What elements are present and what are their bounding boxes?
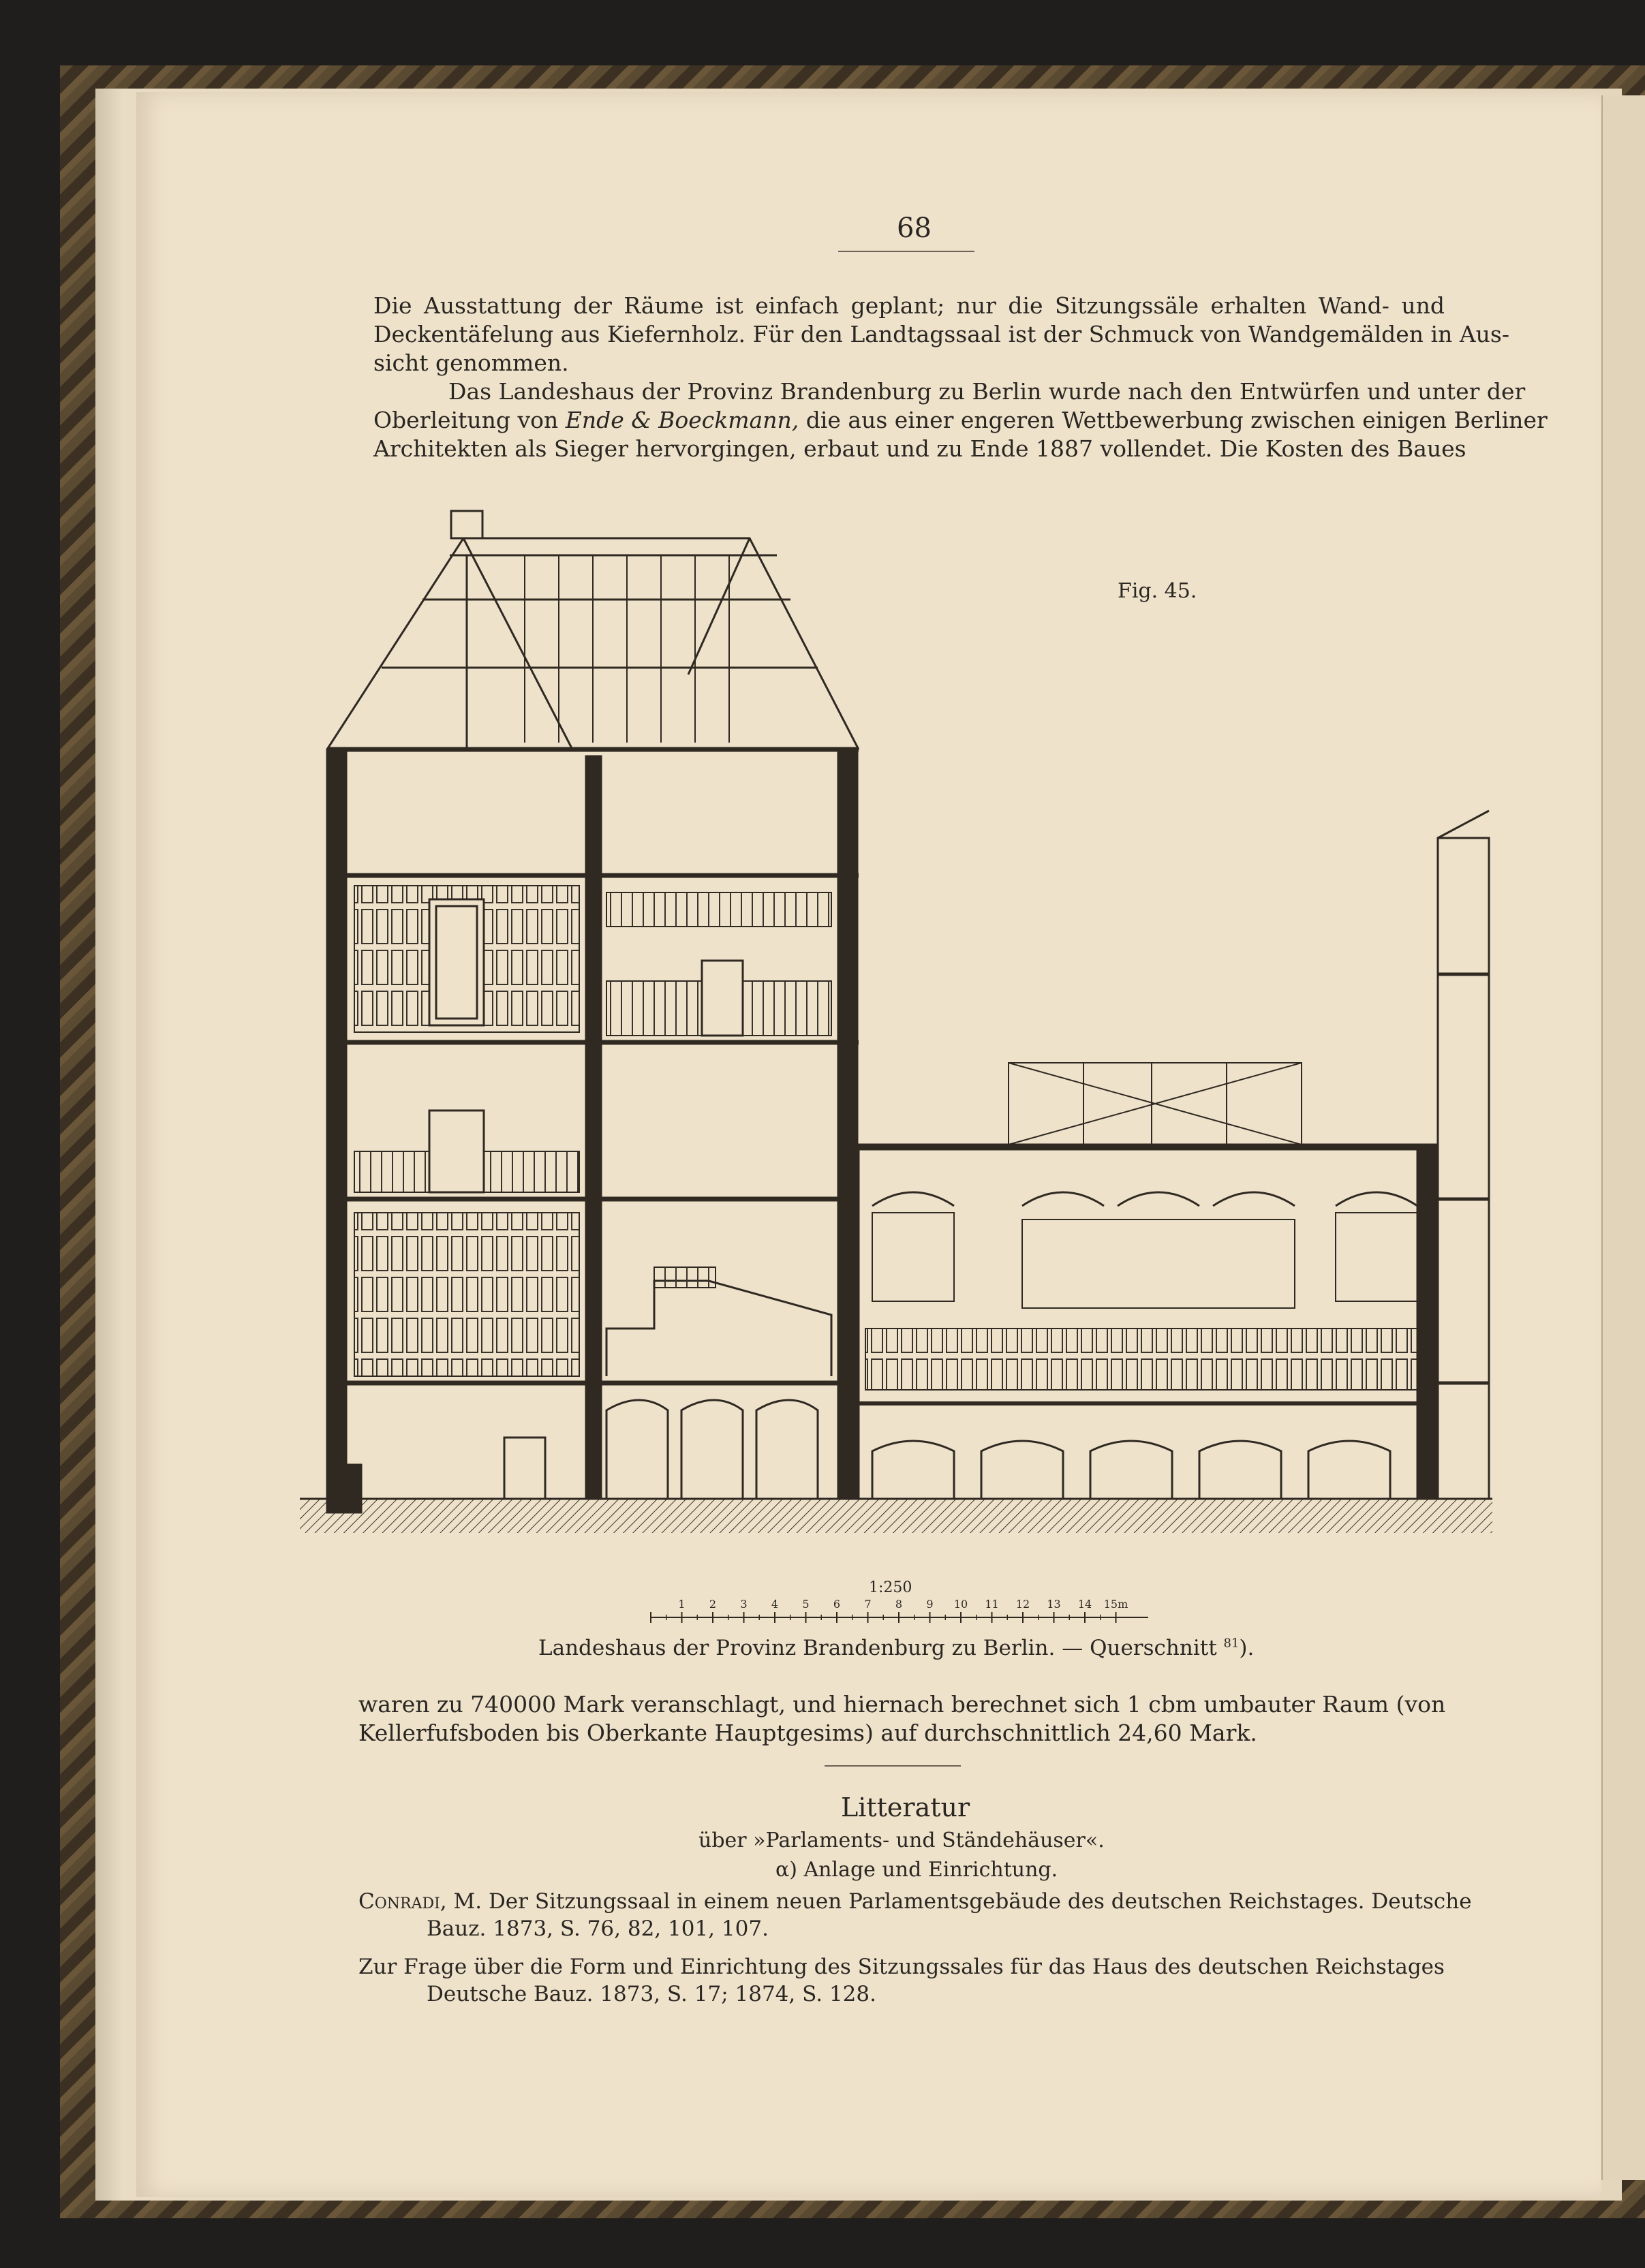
scale-tick-label: 10 (953, 1598, 968, 1611)
text-line: Das Landeshaus der Provinz Brandenburg zu Berlin wurde nach den Entwürfen und unter der (448, 378, 1526, 405)
scale-tick-label: 8 (895, 1598, 903, 1611)
page-number: 68 (897, 213, 932, 244)
text-line: Deckentäfelung aus Kiefernholz. Für den Landtagssaal ist der Schmuck von Wandgemälden in Aus- (373, 321, 1510, 347)
caption-text: Landeshaus der Provinz Brandenburg zu Berlin. — Querschnitt (538, 1636, 1224, 1660)
paragraph-kosten (358, 1690, 1446, 1747)
scale-tick-label: 3 (740, 1598, 748, 1611)
scale-bar (647, 1587, 1152, 1628)
text-line: waren zu 740000 Mark veranschlagt, und hiernach berechnet sich 1 cbm umbauter Raum (von (358, 1691, 1446, 1718)
text-line: sicht genommen. (373, 349, 569, 376)
literature-section-heading: α) Anlage und Einrichtung. (775, 1858, 1058, 1882)
scale-tick-label: 4 (771, 1598, 779, 1611)
reference-line (358, 1888, 1472, 1915)
figure-caption (538, 1636, 1254, 1660)
scale-tick-label: 7 (864, 1598, 872, 1611)
architects-name: Ende & Boeckmann, (565, 407, 799, 433)
reference-line: Deutsche Bauz. 1873, S. 17; 1874, S. 128. (427, 1982, 876, 2006)
reference-entry (358, 1888, 1472, 1942)
text-run: Oberleitung von (373, 407, 566, 433)
scale-tick-label: 13 (1047, 1598, 1061, 1611)
scale-tick-label: 6 (833, 1598, 841, 1611)
caption-end: ). (1239, 1636, 1255, 1660)
text-line: Architekten als Sieger hervorgingen, erbaut und zu Ende 1887 vollendet. Die Kosten des Baues (373, 435, 1466, 462)
scale-tick-label: 14 (1077, 1598, 1092, 1611)
text-line: Kellerfufsboden bis Oberkante Hauptgesims) auf durchschnittlich 24,60 Mark. (358, 1720, 1257, 1746)
paragraph-landeshaus (373, 377, 1548, 463)
scale-tick-label: 9 (926, 1598, 934, 1611)
paragraph-ausstattung (373, 292, 1510, 377)
reference-entry (358, 1953, 1445, 2008)
reference-author: Conradi, M. (358, 1889, 482, 1914)
reference-text: Der Sitzungssaal in einem neuen Parlamentsgebäude des deutschen Reichstages. Deutsche (482, 1889, 1472, 1914)
scale-tick-label: 2 (709, 1598, 717, 1611)
facing-page-edge (1601, 95, 1645, 2180)
header-rule (838, 251, 974, 252)
section-rule (825, 1765, 961, 1767)
reference-line: Bauz. 1873, S. 76, 82, 101, 107. (427, 1916, 769, 1941)
scale-tick-label: 5 (802, 1598, 810, 1611)
reference-line: Zur Frage über die Form und Einrichtung des Sitzungssales für das Haus des deutschen Reichstages (358, 1955, 1445, 1979)
scale-tick-label: 12 (1015, 1598, 1030, 1611)
footnote-ref: 81 (1223, 1636, 1240, 1651)
cross-section-drawing (300, 497, 1499, 1560)
scale-tick-label: 15m (1103, 1598, 1128, 1611)
literature-subtitle: über »Parlaments- und Ständehäuser«. (698, 1829, 1105, 1852)
scale-tick-label: 11 (985, 1598, 999, 1611)
literature-title: Litteratur (841, 1792, 970, 1822)
figure-label: Fig. 45. (1118, 579, 1197, 603)
scale-ratio: 1:250 (869, 1579, 912, 1596)
text-line (373, 406, 1548, 435)
scale-tick-label: 1 (678, 1598, 686, 1611)
text-run: die aus einer engeren Wettbewerbung zwischen einigen Berliner (799, 407, 1548, 433)
text-line: Die Ausstattung der Räume ist einfach geplant; nur die Sitzungssäle erhalten Wand- und (373, 292, 1445, 319)
